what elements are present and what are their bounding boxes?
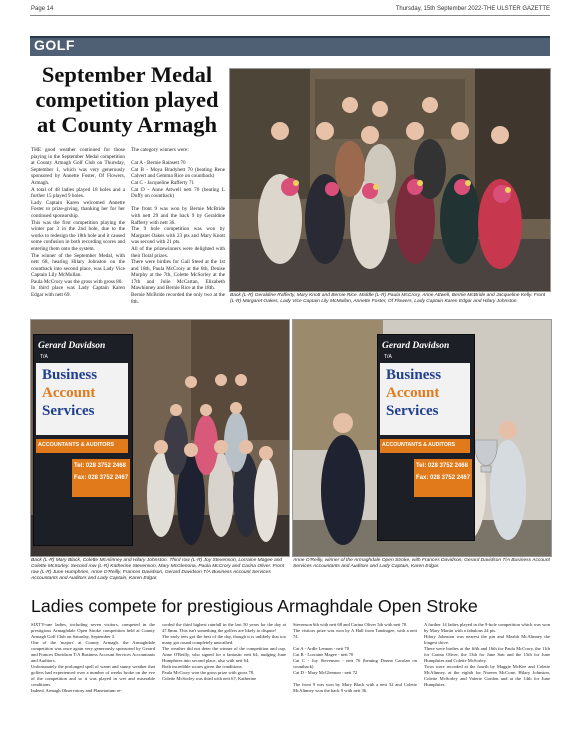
banner-line-business: Business	[42, 367, 98, 383]
section-bar	[30, 36, 550, 56]
story2-column-2: corded the third highest rainfall in the last 50 years for the day at 47.8mm. This isn't something the golfers are likely to dispute! The early tees got the best of the day, though it is unlikely that too many got round completely unscathed. The weather did not deter the winner of the competition and cup, Anne O'Reilly, who signed for a fantastic nett 64, nudging June Humphries into second place, also with nett 64. Both incredible scores given the conditions. Paula McCrory won the gross prize with gross 78. Colette McSorley was third with nett 67, Katherine	[162, 622, 286, 681]
masthead-rule	[30, 15, 550, 16]
photo-group-caption: Back (L-R) Mary Black, Colette McAlinney and Hilary Johnston. Third row (L-R) Joy Stevenson, Lorraine Magee and Colette McSorley. Second row (L-R) Katherine Stevenson, Mary McGlenona, Paula McCrory and Carina Oliver. Front row (L-R) June Humphries, Anne O'Reilly, Frances Davidson, Gerard Davidson T/A Business Account Services Accountants and Auditors and Lady Captain, Karen Edgar.	[31, 558, 285, 581]
banner2-company: Gerard Davidson	[382, 341, 450, 351]
banner-line-account: Account	[42, 385, 96, 401]
story1-column-1: THE good weather continued for those playing in the September Medal competition at County Armagh Golf Club on Thursday, September 1, which was very generously sponsored by Annette Foster, Of Flowers, Armagh. A total of 48 ladies played 18 holes and a further 15 played 9 holes. Lady Captain Karen welcomed Annette Foster to prize-giving, thanking her for her continued sponsorship. This was the first competition playing the winter par 3 in the 2nd hole, due to the works to redesign the 18th hole and it caused some confusion in both recording scores and entering them onto the system. The winner of the September Medal, with nett 68, hearing Hilary Johnston on the countback into second place, was Lady Vice Captain Lily McMullan. Paula McCrory was the gross with gross 80. In third place was Lady Captain Karen Edgar with nett 69.	[31, 147, 125, 299]
banner-fax: Fax: 028 3752 2467	[74, 475, 129, 481]
banner2-fax: Fax: 028 3752 2467	[416, 475, 471, 481]
banner2-line-account: Account	[386, 385, 440, 401]
story1-headline: September Medal competition played at County Armagh	[35, 62, 219, 137]
banner-company: Gerard Davidson	[38, 341, 106, 351]
banner-phone: Tel: 028 3752 2468	[74, 463, 126, 469]
photo-prizewinners	[229, 68, 551, 292]
banner2-ta: T/A	[384, 354, 392, 360]
banner2-line-auditors: ACCOUNTANTS & AUDITORS	[382, 442, 456, 448]
story2-headline: Ladies compete for prestigious Armaghdale Open Stroke	[31, 596, 478, 616]
banner-line-auditors: ACCOUNTANTS & AUDITORS	[38, 442, 114, 448]
story2-column-1: SIXTY-one ladies, including seven visitors, competed in the prestigious Armaghdale Open Stroke competition held at County Armagh Golf Club on Saturday, September 3. One of the 'majors' at County Armagh, the Armaghdale competition was once again very generously sponsored by Gerard and Frances Davidson T/A Business Account Services Accountants and Auditors. Unfortunately the prolonged spell of warm and sunny weather that golfers had experienced over a number of weeks broke on the eve of the competition and so it was played in wet and miserable conditions. Indeed, Armagh Observatory and Planetarium re-	[31, 622, 155, 693]
banner-ta: T/A	[40, 354, 48, 360]
banner2-line-business: Business	[386, 367, 442, 383]
section-label: GOLF	[34, 37, 75, 53]
photo-winner-caption: Anne O'Reilly, winner of the Armaghdale Open Stroke, with Frances Davidson, Gerard Davidson T/A Business Account Services Accountants and Auditors and Lady Captain, Karen Edgar.	[293, 558, 550, 569]
sponsor-banner-2	[377, 334, 475, 541]
story2-column-4: A further 14 ladies played in the 9-hole competition which was won by Mary Martin with a fabulous 24 pts. Hilary Johnston was nearest the pin and Meabh McAlinney the longest drive. There were birdies at the fifth and 16th for Paula McCrory, the 11th for Carina Oliver, the 13th for June Sait and the 15th for June Humphries and Colette McSorley. Twos were recorded at the fourth by Maggie McKee and Colette McAlinney, at the eighth for Noreen McCone, Hilary Johnston, Colette McSorley and Valerie Gordon and at the 14th for June Humphries.	[424, 622, 550, 687]
banner-line-services: Services	[42, 403, 95, 419]
page-number: Page 14	[31, 6, 54, 12]
photo-group-banner	[30, 319, 290, 557]
sponsor-banner	[33, 334, 133, 546]
photo-winner	[292, 319, 552, 557]
issue-line: Thursday, 15th September 2022-THE ULSTER GAZETTE	[395, 6, 550, 12]
photo-prizewinners-image	[230, 69, 550, 291]
banner2-phone: Tel: 028 3752 2468	[416, 463, 468, 469]
story1-column-2: The category winners were: Cat A - Bernie Rainsett 70 Cat B - Moya Bradyhett 70 (beating Rene Calvert and Gemma Rice on countback) Cat C - Jacqueline Rafferty 71 Cat D - Anne Attwell nett 70 (beating L Duffy on countback) The front 9 was won by Bernie McBride with nett 29 and the back 9 by Geraldine Rafferty with nett 36. The 9 hole competition was won by Margaret Oakes with 23 pts and Mary Knott was second with 21 pts. All of the prizewinners were delighted with their floral prizes. There were birdies for Gail Steed at the 1st and 18th, Paula McCrory at the 6th, Denise Murphy at the 7th, Colette McSorley at the 17th and Julie McCartan, Elizabeth Mawhinney and Bernie Rice at the 18th. Bernie McBride recorded the only two at the 8th.	[131, 147, 225, 305]
photo-prizewinners-caption: Back (L-R) Geraldine Rafferty, Mary Knott and Bernie Rice. Middle (L-R) Paula McCrory, Anne Attwell, Bernie McBride and Jacqueline Kelly. Front (L-R) Margaret Oakes, Lady Vice Captain Lily McMullan, Annette Foster, Of Flowers, Lady Captain Karen Edgar and Hilary Johnston.	[230, 293, 546, 304]
story2-column-3: Stevenson 6th with nett 68 and Carina Oliver 5th with nett 70. The visitors prize was won by A Hall from Tandragee, with a nett 74. Cat A - Ardle Lennon - nett 70 Cat B - Lorraine Magee - nett 70 Cat C - Joy Stevenson - nett 76 (beating Donna Carolan on countback) Cat D - Mary McGlennon - nett 72 The front 9 was won by Mary Black with a nett 32 and Colette McAlinney won the back 9 with nett 36.	[293, 622, 417, 693]
banner2-line-services: Services	[386, 403, 439, 419]
